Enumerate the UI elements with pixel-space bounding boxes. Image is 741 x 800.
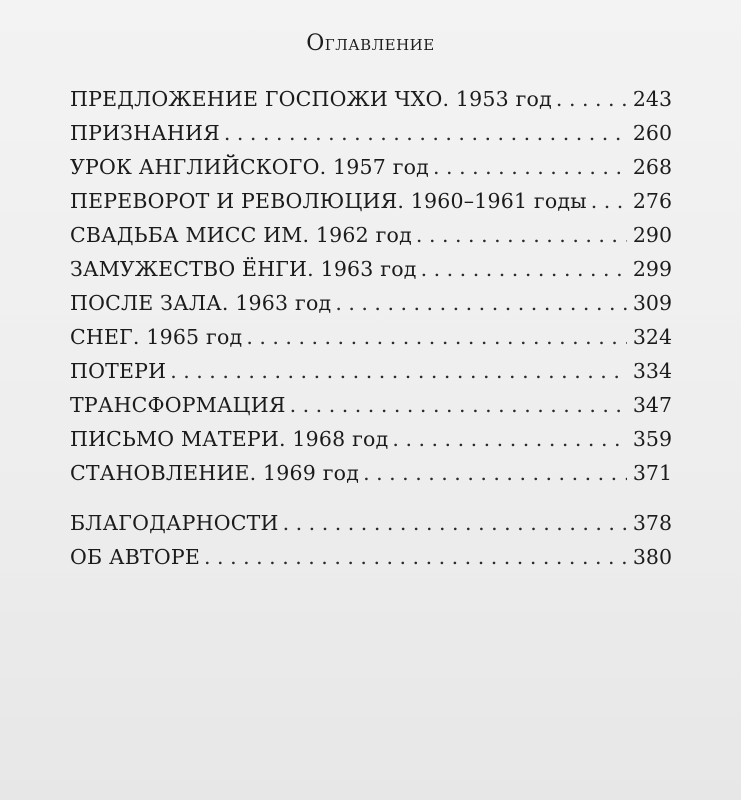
toc-page-number: 260 [632, 121, 672, 145]
dot-leader [591, 184, 627, 218]
toc-entry-title: СНЕГ. 1965 год [70, 325, 243, 349]
toc-entry-title: СТАНОВЛЕНИЕ. 1969 год [70, 461, 360, 485]
table-of-contents [70, 82, 672, 574]
toc-page-number: 268 [632, 155, 672, 179]
dot-leader [421, 252, 627, 286]
toc-entry-title: УРОК АНГЛИЙСКОГО. 1957 год [70, 155, 429, 179]
toc-entry [70, 354, 672, 388]
toc-page-number: 324 [632, 325, 672, 349]
dot-leader [290, 388, 627, 422]
toc-entry [70, 150, 672, 184]
toc-entry [70, 456, 672, 490]
toc-page-number: 299 [632, 257, 672, 281]
toc-entry-title: СВАДЬБА МИСС ИМ. 1962 год [70, 223, 412, 247]
toc-page-number: 359 [632, 427, 672, 451]
toc-entry-title: ОБ АВТОРЕ [70, 545, 201, 569]
toc-page-number: 309 [632, 291, 672, 315]
toc-page-number: 334 [632, 359, 672, 383]
toc-page-number: 276 [632, 189, 672, 213]
toc-entry-title: ПРИЗНАНИЯ [70, 121, 220, 145]
toc-entry [70, 540, 672, 574]
dot-leader [433, 150, 627, 184]
dot-leader [170, 354, 627, 388]
toc-page-number: 371 [632, 461, 672, 485]
dot-leader [224, 116, 627, 150]
dot-leader [246, 320, 627, 354]
toc-entry [70, 286, 672, 320]
toc-page-number: 243 [632, 87, 672, 111]
toc-entry-title: ТРАНСФОРМАЦИЯ [70, 393, 286, 417]
toc-entry [70, 82, 672, 116]
toc-entry-title: ЗАМУЖЕСТВО ЁНГИ. 1963 год [70, 257, 417, 281]
toc-page-number: 380 [632, 545, 672, 569]
dot-leader [204, 540, 627, 574]
toc-entry-title: БЛАГОДАРНОСТИ [70, 511, 279, 535]
toc-entry [70, 184, 672, 218]
toc-page-number: 290 [632, 223, 672, 247]
toc-page-number: 378 [632, 511, 672, 535]
dot-leader [416, 218, 627, 252]
toc-entry-title: ПОТЕРИ [70, 359, 167, 383]
dot-leader [556, 82, 627, 116]
toc-entry-title: ПОСЛЕ ЗАЛА. 1963 год [70, 291, 332, 315]
toc-entry-title: ПРЕДЛОЖЕНИЕ ГОСПОЖИ ЧХО. 1953 год [70, 87, 552, 111]
toc-entry [70, 506, 672, 540]
toc-entry-title: ПЕРЕВОРОТ И РЕВОЛЮЦИЯ. 1960–1961 годы [70, 189, 587, 213]
dot-leader [392, 422, 626, 456]
toc-entry [70, 218, 672, 252]
toc-entry [70, 116, 672, 150]
toc-entry-title: ПИСЬМО МАТЕРИ. 1968 год [70, 427, 389, 451]
dot-leader [283, 506, 627, 540]
toc-page-number: 347 [632, 393, 672, 417]
page-title: Оглавление [306, 31, 435, 56]
dot-leader [335, 286, 627, 320]
toc-entry [70, 252, 672, 286]
toc-entry [70, 422, 672, 456]
toc-entry [70, 320, 672, 354]
toc-entry [70, 388, 672, 422]
dot-leader [363, 456, 627, 490]
